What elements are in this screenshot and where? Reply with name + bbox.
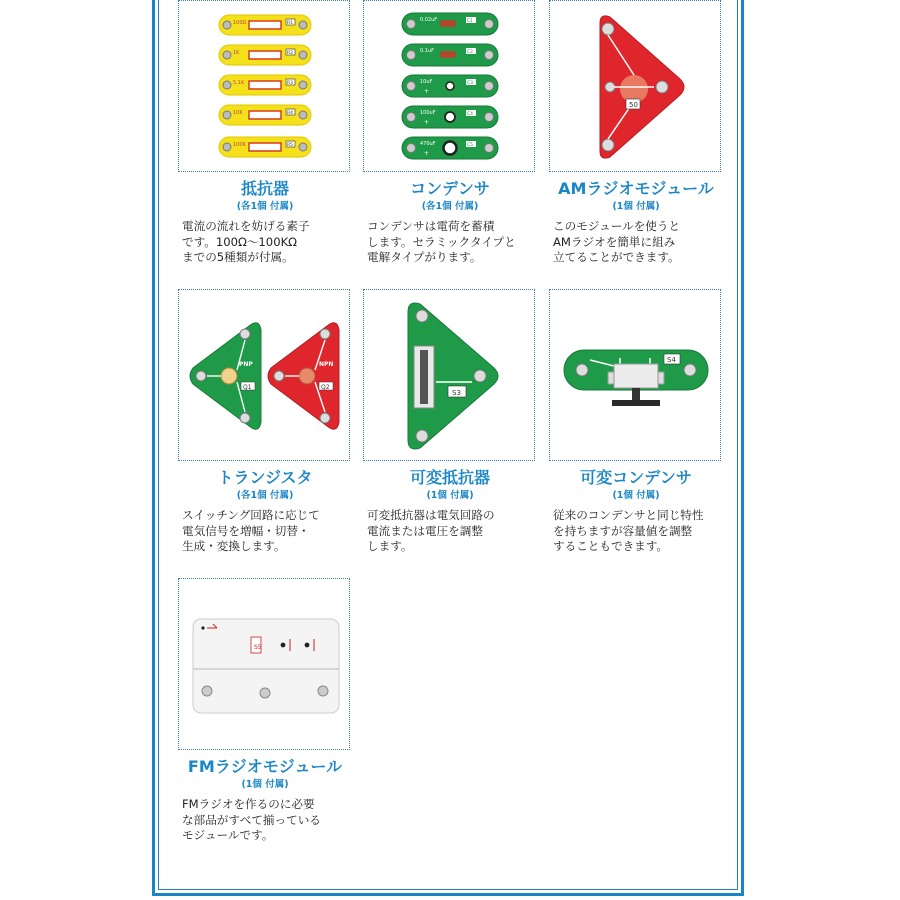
npn-transistor-part xyxy=(268,323,339,429)
am-module-code: 50 xyxy=(629,101,638,109)
component-title: トランジスタ xyxy=(217,468,313,487)
resistor-code: R4 xyxy=(287,111,293,116)
resistor-value: 100Ω xyxy=(233,20,247,26)
capacitor-part xyxy=(402,137,498,159)
varcap-code: S4 xyxy=(667,356,676,364)
component-count: (各1個 付属) xyxy=(236,201,294,212)
capacitor-part xyxy=(402,44,498,66)
svg-text:+: + xyxy=(424,88,430,95)
component-title: 可変コンデンサ xyxy=(580,468,692,487)
capacitor-image xyxy=(363,0,535,172)
capacitor-part xyxy=(402,13,498,35)
component-title: コンデンサ xyxy=(410,179,490,198)
resistor-value: 10K xyxy=(233,110,243,116)
component-title: AMラジオモジュール xyxy=(558,179,714,198)
component-count: (1個 付属) xyxy=(426,490,474,501)
variable-capacitor-image xyxy=(549,289,721,461)
capacitor-code: C1 xyxy=(467,19,474,24)
component-title: 可変抵抗器 xyxy=(409,468,490,487)
resistor-part xyxy=(219,137,311,157)
component-description: コンデンサは電荷を蓄積 します。セラミックタイプと 電解タイプがります。 xyxy=(367,219,516,264)
capacitor-code: C2 xyxy=(467,50,474,55)
npn-label: NPN xyxy=(319,361,334,368)
resistor-code: R2 xyxy=(287,51,293,56)
component-count: (各1個 付属) xyxy=(421,201,479,212)
component-title: 抵抗器 xyxy=(240,179,289,198)
component-description: このモジュールを使うと AMラジオを簡単に組み 立てることができます。 xyxy=(553,219,681,264)
component-count: (1個 付属) xyxy=(612,201,660,212)
resistor-code: R5 xyxy=(287,143,293,148)
pot-code: S3 xyxy=(452,389,461,397)
capacitor-code: C4 xyxy=(467,112,474,117)
resistor-part xyxy=(219,15,311,35)
resistor-part xyxy=(219,75,311,95)
component-description: 可変抵抗器は電気回路の 電流または電圧を調整 します。 xyxy=(367,508,495,553)
pnp-label: PNP xyxy=(239,361,253,368)
resistor-code: R1 xyxy=(287,21,293,26)
fm-radio-module-image xyxy=(178,578,350,750)
variable-resistor-image xyxy=(363,289,535,461)
resistor-code: R3 xyxy=(287,81,293,86)
pnp-transistor-part xyxy=(190,323,261,429)
capacitor-value: 100uF xyxy=(420,110,436,116)
resistor-part xyxy=(219,45,311,65)
fm-module-code: S5 xyxy=(254,644,262,651)
component-count: (1個 付属) xyxy=(241,779,289,790)
capacitor-value: 0.1uF xyxy=(420,48,434,54)
capacitor-value: 470uF xyxy=(420,141,436,147)
resistor-image xyxy=(178,0,350,172)
svg-text:+: + xyxy=(424,119,430,126)
resistor-part xyxy=(219,105,311,125)
capacitor-code: C5 xyxy=(467,143,474,148)
transistor-image xyxy=(178,289,350,461)
component-description: スイッチング回路に応じて 電気信号を増幅・切替・ 生成・変換します。 xyxy=(182,508,320,553)
am-radio-module-image xyxy=(549,0,721,172)
component-count: (各1個 付属) xyxy=(236,490,294,501)
capacitor-value: 0.02uF xyxy=(420,17,438,23)
pnp-code: Q1 xyxy=(243,384,252,391)
component-description: 電流の流れを妨げる素子 です。100Ω～100KΩ までの5種類が付属。 xyxy=(182,219,310,264)
component-title: FMラジオモジュール xyxy=(187,757,343,776)
svg-text:+: + xyxy=(424,150,430,157)
resistor-value: 1K xyxy=(233,50,240,56)
component-description: FMラジオを作るのに必要 な部品がすべて揃っている モジュールです。 xyxy=(182,797,321,842)
capacitor-value: 10uF xyxy=(420,79,433,85)
resistor-value: 100K xyxy=(233,142,246,148)
capacitor-part xyxy=(402,75,498,97)
npn-code: Q2 xyxy=(321,384,330,391)
component-description: 従来のコンデンサと同じ特性 を持ちますが容量値を調整 することもできます。 xyxy=(553,508,704,553)
capacitor-part xyxy=(402,106,498,128)
capacitor-code: C3 xyxy=(467,81,474,86)
component-count: (1個 付属) xyxy=(612,490,660,501)
resistor-value: 5.1K xyxy=(233,80,245,86)
